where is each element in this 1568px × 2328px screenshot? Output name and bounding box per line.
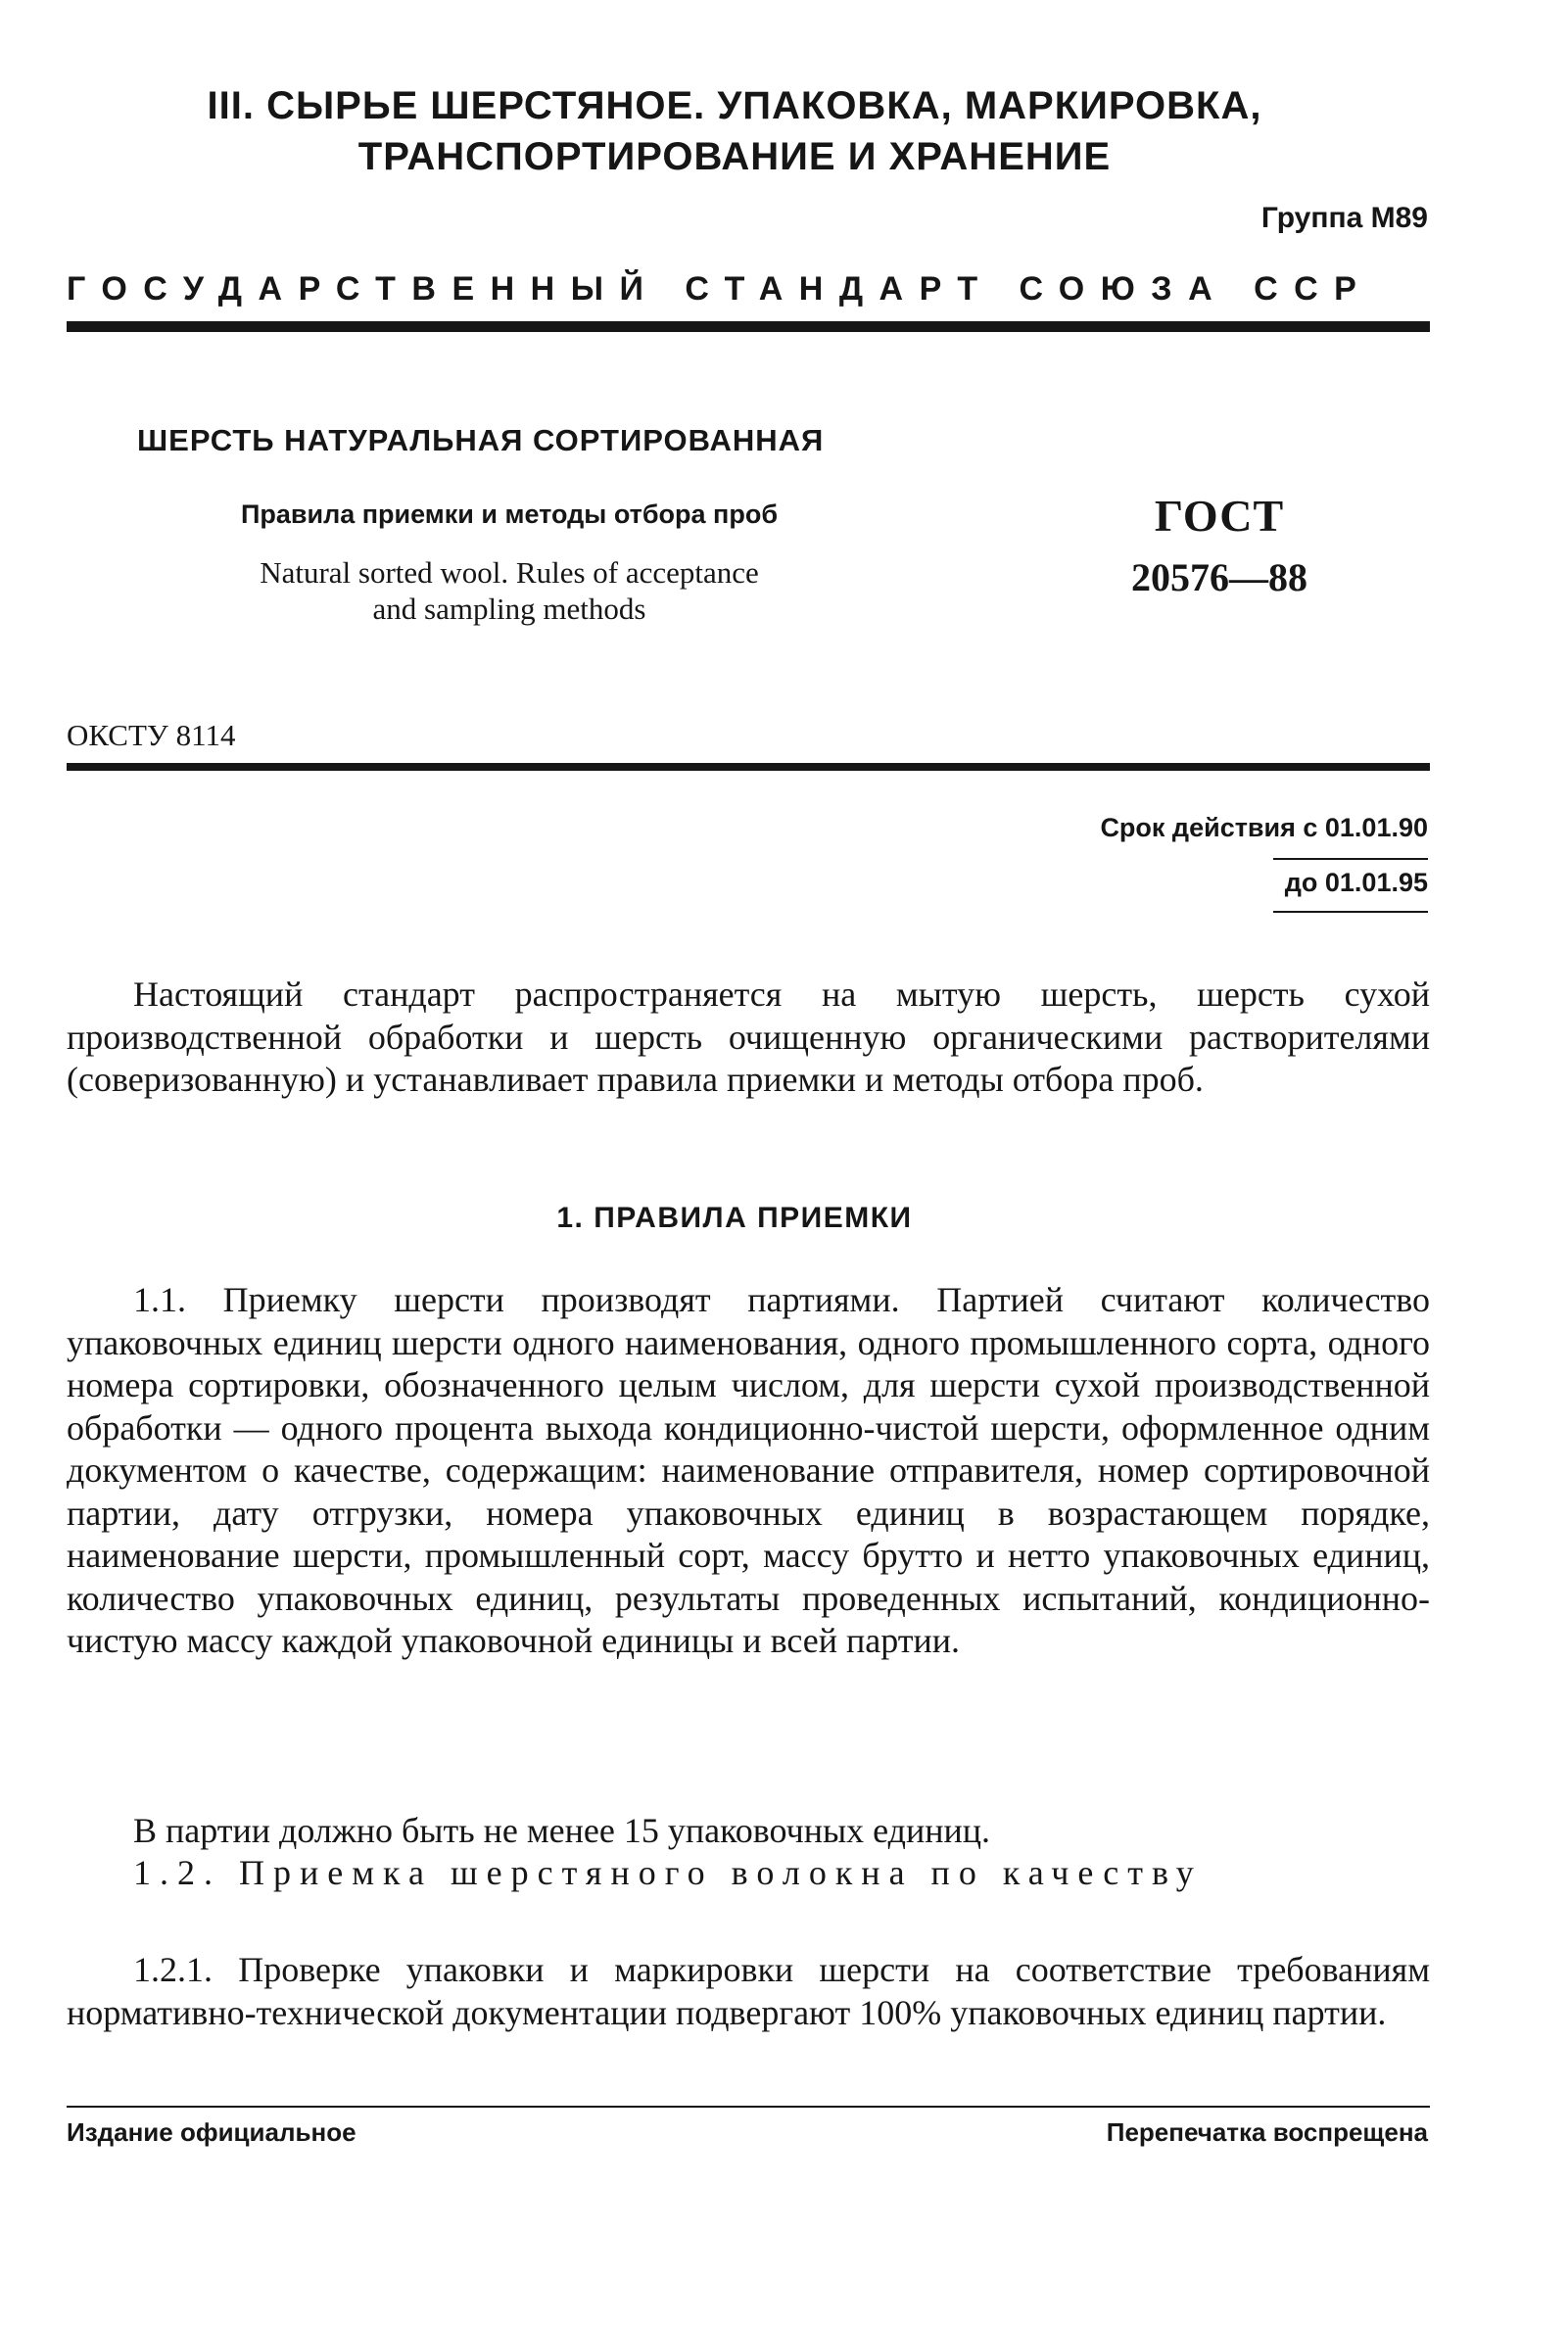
rules-title-en-line-1: Natural sorted wool. Rules of acceptance	[260, 555, 759, 590]
gost-label: ГОСТ	[1154, 491, 1285, 541]
product-title: ШЕРСТЬ НАТУРАЛЬНАЯ СОРТИРОВАННАЯ	[137, 423, 825, 457]
clause-1-2: 1.2. Приемка шерстяного волокна по качеству	[133, 1853, 1203, 1892]
validity-underline-1	[1273, 858, 1428, 860]
intro-paragraph: Настоящий стандарт распространяется на мытую шерсть, шерсть сухой производственной обработки и шерсть очищенную органическими растворителями (соверизованную) и устанавливает правила приемки и методы отбора проб.	[67, 974, 1430, 1099]
oksty-rule	[67, 763, 1430, 771]
rules-title-en	[137, 554, 881, 627]
clause-1-2-1: 1.2.1. Проверке упаковки и маркировки шерсти на соответствие требованиям нормативно-технической документации подвергают 100% упаковочных единиц партии.	[67, 1950, 1430, 2032]
state-standard-banner: ГОСУДАРСТВЕННЫЙ СТАНДАРТ СОЮЗА ССР	[67, 270, 1373, 308]
validity-from: Срок действия с 01.01.90	[1100, 813, 1428, 842]
gost-number: 20576—88	[1131, 555, 1307, 599]
group-code: Группа М89	[1260, 202, 1428, 234]
rules-title-ru: Правила приемки и методы отбора проб	[240, 499, 779, 529]
rules-title-en-line-2: and sampling methods	[372, 592, 646, 626]
footer-rule	[67, 2106, 1430, 2108]
section-title-line-2: ТРАНСПОРТИРОВАНИЕ И ХРАНЕНИЕ	[357, 135, 1112, 178]
batch-size-note: В партии должно быть не менее 15 упаковочных единиц.	[133, 1811, 991, 1850]
validity-to: до 01.01.95	[1284, 868, 1428, 897]
footer-reprint-prohibited: Перепечатка воспрещена	[1106, 2117, 1428, 2147]
validity-underline-2	[1273, 911, 1428, 913]
oksty-code: ОКСТУ 8114	[67, 718, 236, 752]
heading-acceptance-rules: 1. ПРАВИЛА ПРИЕМКИ	[556, 1202, 913, 1234]
clause-1-1: 1.1. Приемку шерсти производят партиями. Партией считают количество упаковочных единиц шерсти одного наименования, одного промышленного сорта, одного номера сортировки, обозначенного целым числом, для шерсти сухой производственной обработки — одного процента выхода кондиционно-чистой шерсти, оформленное одним документом о качестве, содержащим: наименование отправителя, номер сортировочной партии, дату отгрузки, номера упаковочных единиц в возрастающем порядке, наименование шерсти, промышленный сорт, массу брутто и нетто упаковочных единиц, количество упаковочных единиц, результаты проведенных испытаний, кондиционно-чистую массу каждой упаковочной единицы и всей партии.	[67, 1280, 1430, 1660]
section-title-line-1: III. СЫРЬЕ ШЕРСТЯНОЕ. УПАКОВКА, МАРКИРОВКА,	[207, 84, 1262, 127]
banner-rule	[67, 321, 1430, 332]
footer-official-edition: Издание официальное	[67, 2117, 356, 2147]
